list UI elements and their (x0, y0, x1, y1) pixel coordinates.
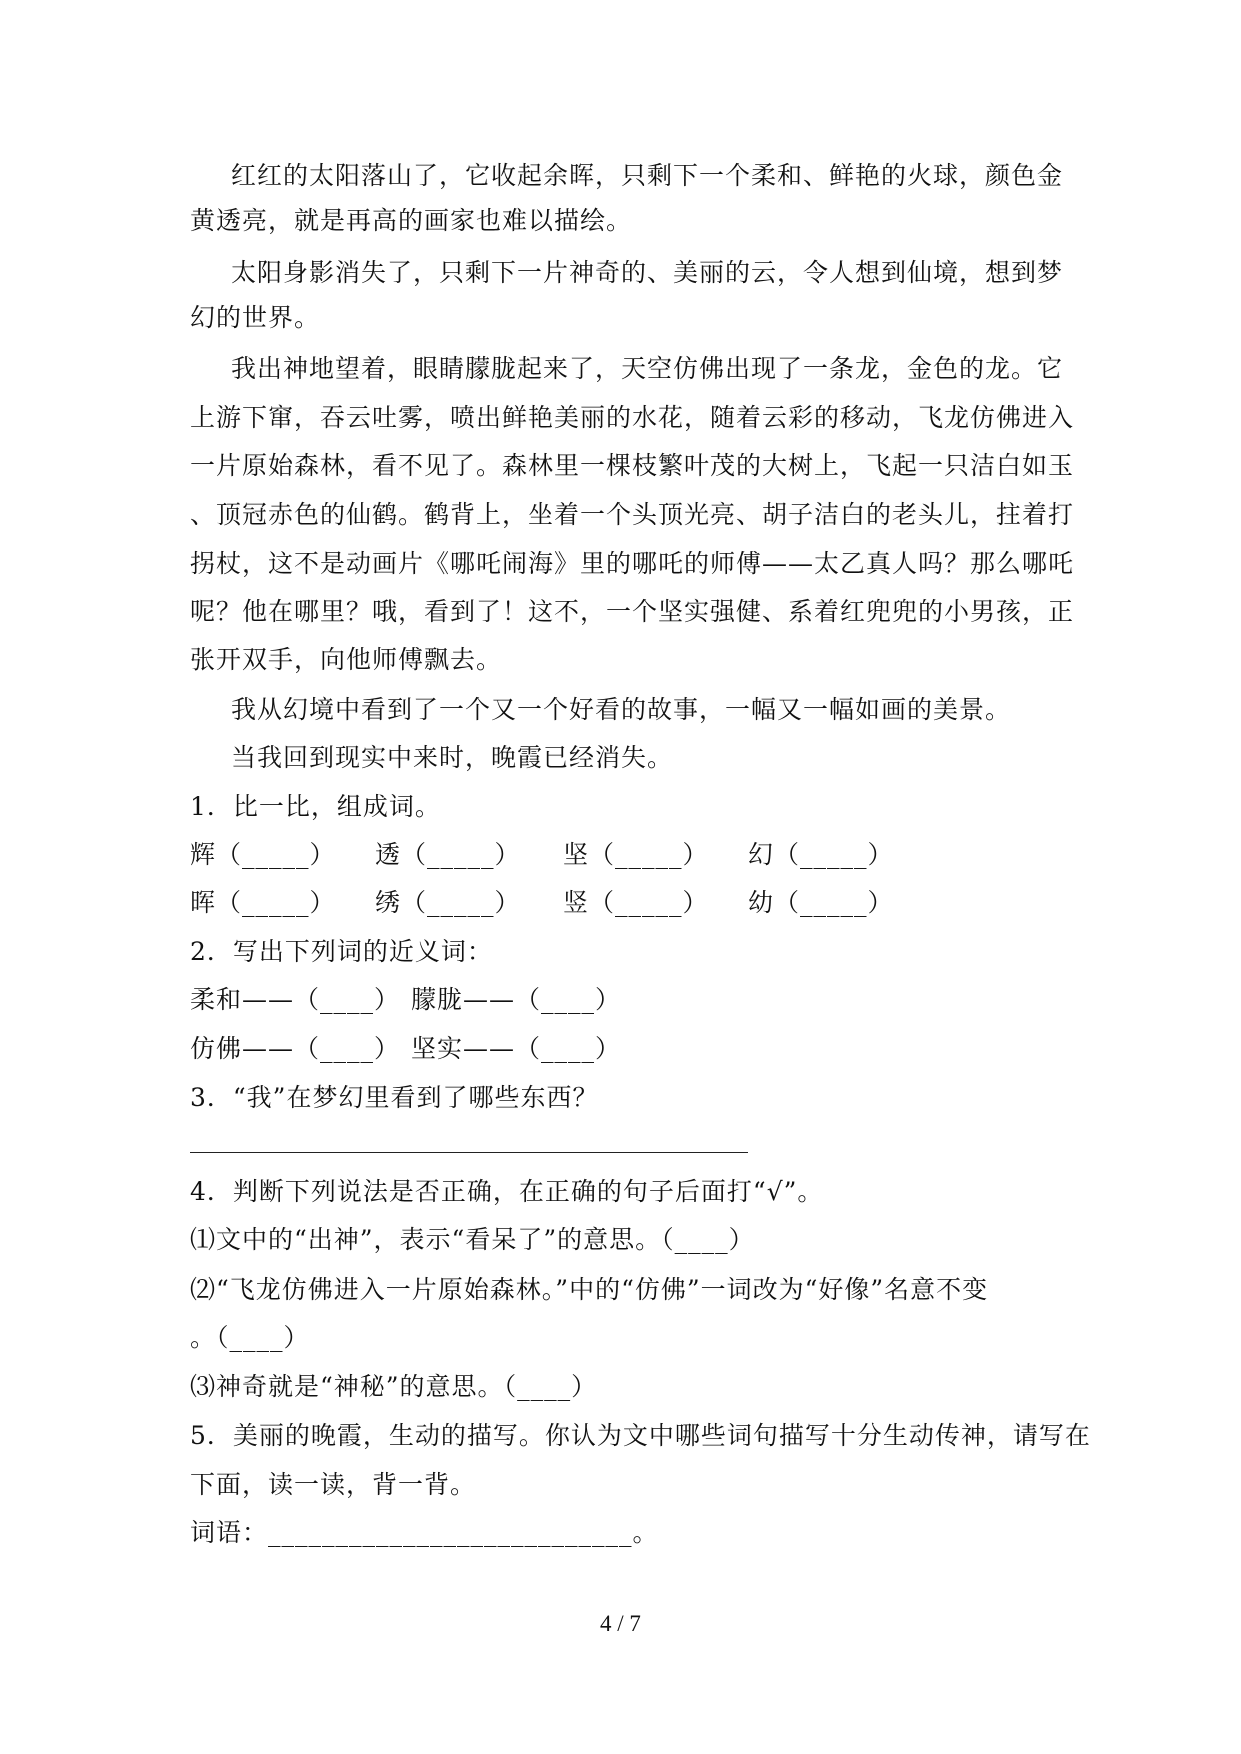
q1-word-blank[interactable]: 绣（_____） (375, 888, 521, 917)
passage-line: 、顶冠赤色的仙鹤。鹤背上，坐着一个头顶光亮、胡子洁白的老头儿，拄着打 (190, 500, 1075, 529)
q4-item[interactable]: 。（____） (190, 1323, 310, 1352)
question-5-title: 下面，读一读，背一背。 (190, 1470, 477, 1499)
q3-answer-line[interactable] (190, 1152, 748, 1153)
page-number: 4 / 7 (600, 1611, 641, 1636)
q2-synonym-blank[interactable]: 坚实——（____） (411, 1034, 622, 1063)
q2-synonym-blank[interactable]: 柔和——（____） (190, 985, 401, 1014)
passage-line: 黄透亮，就是再高的画家也难以描绘。 (190, 206, 633, 235)
passage-line: 一片原始森林，看不见了。森林里一棵枝繁叶茂的大树上，飞起一只洁白如玉 (190, 451, 1075, 480)
q1-word-blank[interactable]: 竖（_____） (563, 888, 709, 917)
passage-line: 张开双手，向他师傅飘去。 (190, 645, 503, 674)
q1-word-blank[interactable]: 坚（_____） (563, 840, 709, 869)
q2-synonym-blank[interactable]: 仿佛——（____） (190, 1034, 401, 1063)
q1-word-blank[interactable]: 晖（_____） (190, 888, 336, 917)
passage-line: 我出神地望着，眼睛朦胧起来了，天空仿佛出现了一条龙，金色的龙。它 (231, 354, 1064, 383)
q1-word-blank[interactable]: 透（_____） (375, 840, 521, 869)
q1-word-blank[interactable]: 幻（_____） (748, 840, 894, 869)
passage-line: 上游下窜，吞云吐雾，喷出鲜艳美丽的水花，随着云彩的移动，飞龙仿佛进入 (190, 403, 1075, 432)
q1-word-blank[interactable]: 幼（_____） (748, 888, 894, 917)
q2-synonym-blank[interactable]: 朦胧——（____） (411, 985, 622, 1014)
passage-line: 红红的太阳落山了，它收起余晖，只剩下一个柔和、鲜艳的火球，颜色金 (231, 161, 1064, 190)
q5-answer-line[interactable]: 词语：___________________________。 (190, 1518, 659, 1547)
q4-item[interactable]: ⑴文中的“出神”，表示“看呆了”的意思。（____） (190, 1225, 755, 1254)
q4-item[interactable]: ⑵“飞龙仿佛进入一片原始森林。”中的“仿佛”一词改为“好像”名意不变 (190, 1275, 989, 1304)
question-4-title: 4．判断下列说法是否正确，在正确的句子后面打“√”。 (190, 1177, 824, 1206)
question-3-title: 3．“我”在梦幻里看到了哪些东西？ (190, 1083, 599, 1112)
question-2-title: 2．写出下列词的近义词： (190, 937, 493, 966)
passage-line: 我从幻境中看到了一个又一个好看的故事，一幅又一幅如画的美景。 (231, 695, 1012, 724)
passage-line: 太阳身影消失了，只剩下一片神奇的、美丽的云，令人想到仙境，想到梦 (231, 258, 1064, 287)
passage-line: 幻的世界。 (190, 303, 321, 332)
passage-line: 拐杖，这不是动画片《哪吒闹海》里的哪吒的师傅——太乙真人吗？那么哪吒 (190, 549, 1075, 578)
q1-word-blank[interactable]: 辉（_____） (190, 840, 336, 869)
passage-line: 当我回到现实中来时，晚霞已经消失。 (231, 743, 674, 772)
q4-item[interactable]: ⑶神奇就是“神秘”的意思。（____） (190, 1372, 598, 1401)
question-5-title: 5．美丽的晚霞，生动的描写。你认为文中哪些词句描写十分生动传神，请写在 (190, 1421, 1091, 1450)
question-1-title: 1．比一比，组成词。 (190, 792, 441, 821)
passage-line: 呢？他在哪里？哦，看到了！这不，一个坚实强健、系着红兜兜的小男孩，正 (190, 597, 1075, 626)
